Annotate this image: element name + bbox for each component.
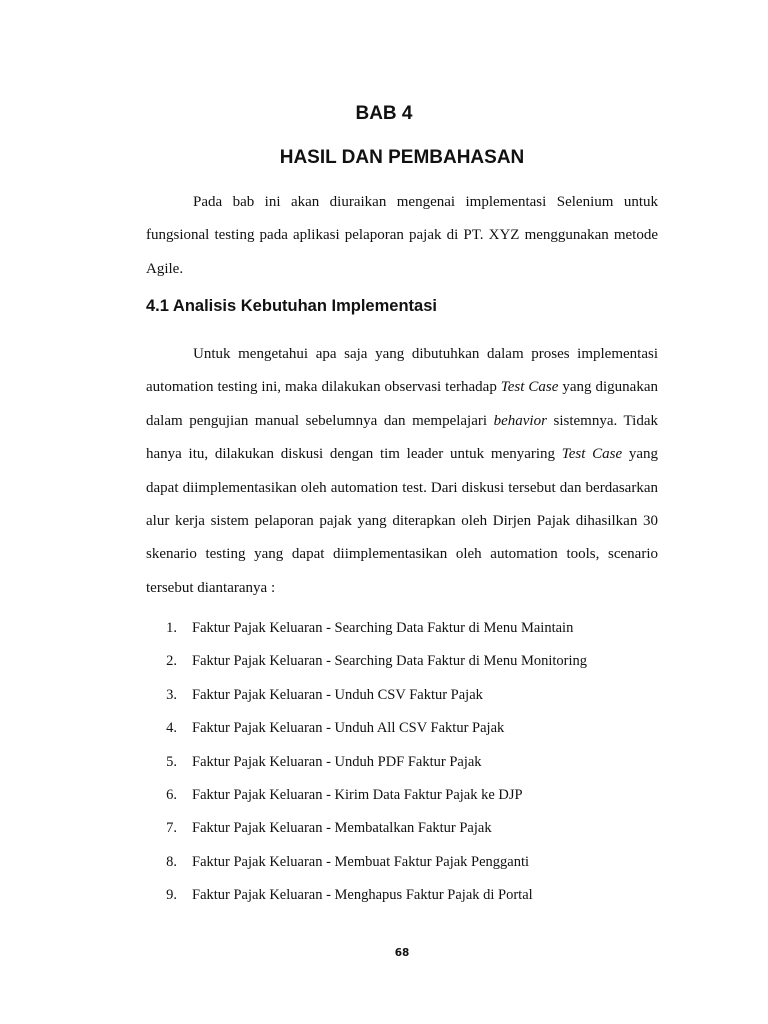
list-item — [146, 612, 658, 645]
list-item-number: 4. — [166, 720, 177, 737]
chapter-number: BAB 4 — [355, 103, 413, 124]
list-item-number: 5. — [166, 753, 177, 770]
intro-paragraph: Pada bab ini akan diuraikan mengenai implementasi Selenium untuk fungsional testing pada aplikasi pelaporan pajak di PT. XYZ menggunakan metode Agile. — [146, 194, 658, 277]
list-item-text: Faktur Pajak Keluaran - Unduh CSV Faktur Pajak — [192, 686, 483, 703]
list-item-number: 1. — [166, 620, 177, 636]
list-item-number: 7. — [166, 820, 177, 837]
list-item-text: Faktur Pajak Keluaran - Unduh PDF Faktur Pajak — [192, 753, 482, 770]
italic-term: Test Case — [500, 379, 559, 396]
list-item — [146, 812, 658, 845]
paragraph-text: yang dapat diimplementasikan oleh automation test. Dari diskusi tersebut dan berdasarkan alur kerja sistem pelaporan pajak yang diterapkan oleh Dirjen Pajak dihasilkan 30 skenario testing yang dapat diimplementasikan oleh automation tools, scenario tersebut diantaranya : — [146, 446, 658, 596]
list-item-number: 3. — [166, 686, 177, 703]
page-number: 68 — [394, 947, 410, 959]
paragraph-text: Untuk mengetahui apa saja yang dibutuhkan dalam proses implementasi automation testing ini, maka dilakukan observasi terhadap — [146, 346, 658, 396]
list-item-text: Faktur Pajak Keluaran - Membuat Faktur Pajak Pengganti — [192, 853, 530, 870]
list-item — [146, 679, 658, 712]
section-heading: 4.1 Analisis Kebutuhan Implementasi — [146, 297, 437, 315]
list-item-text: Faktur Pajak Keluaran - Kirim Data Faktur Pajak ke DJP — [192, 786, 523, 803]
list-item — [146, 712, 658, 745]
paragraph-text: sistemnya. Tidak hanya itu, dilakukan diskusi dengan tim leader untuk menyaring — [146, 412, 658, 463]
list-item-number: 8. — [166, 853, 177, 870]
list-item — [146, 779, 658, 812]
scenario-list — [146, 612, 658, 913]
list-item — [146, 879, 658, 912]
analysis-paragraph — [146, 338, 658, 605]
list-item — [146, 846, 658, 879]
paragraph-text: yang digunakan dalam pengujian manual sebelumnya dan mempelajari — [146, 379, 658, 429]
list-item — [146, 645, 658, 678]
list-item-text: Faktur Pajak Keluaran - Unduh All CSV Faktur Pajak — [192, 720, 505, 737]
list-item — [146, 746, 658, 779]
list-item-text: Faktur Pajak Keluaran - Menghapus Faktur Pajak di Portal — [192, 887, 533, 904]
chapter-title: HASIL DAN PEMBAHASAN — [279, 147, 525, 168]
italic-term: behavior — [493, 412, 547, 429]
list-item-number: 6. — [166, 786, 177, 803]
list-item-text: Faktur Pajak Keluaran - Searching Data Faktur di Menu Maintain — [192, 620, 574, 636]
list-item-text: Faktur Pajak Keluaran - Membatalkan Faktur Pajak — [192, 820, 492, 837]
list-item-number: 9. — [166, 887, 177, 904]
italic-term: Test Case — [561, 446, 623, 463]
list-item-text: Faktur Pajak Keluaran - Searching Data Faktur di Menu Monitoring — [192, 653, 588, 670]
list-item-number: 2. — [166, 653, 177, 670]
